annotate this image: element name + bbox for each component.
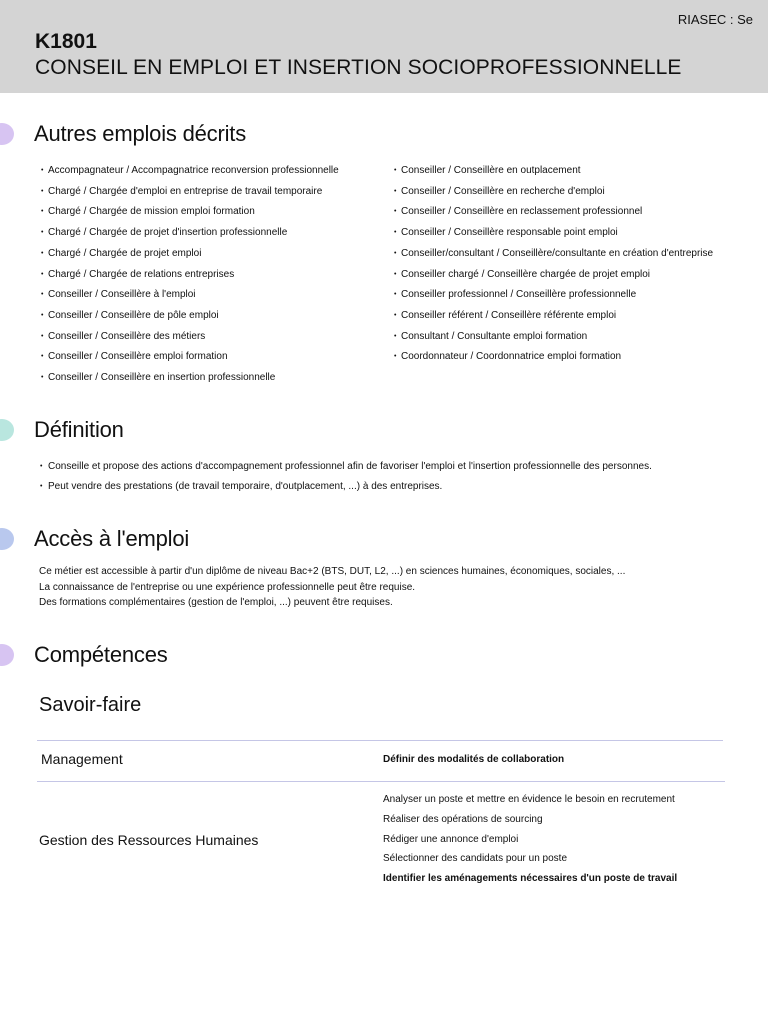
other-jobs-column-right [394, 161, 713, 368]
job-list-item: • Chargé / Chargée d'emploi en entreprise de travail temporaire [41, 182, 339, 203]
section-dot-icon [0, 419, 14, 441]
skill-item: Réaliser des opérations de sourcing [383, 813, 543, 825]
divider [37, 740, 723, 741]
job-list-item: • Conseiller professionnel / Conseillère professionnelle [394, 285, 713, 306]
job-list-item: • Conseiller / Conseillère en reclassement professionnel [394, 202, 713, 223]
job-list-item: • Conseiller / Conseillère responsable point emploi [394, 223, 713, 244]
job-title: CONSEIL EN EMPLOI ET INSERTION SOCIOPROFESSIONNELLE [35, 56, 682, 79]
section-title-autres-emplois: Autres emplois décrits [34, 121, 247, 146]
skill-list-rh [383, 794, 677, 893]
skill-item: Définir des modalités de collaboration [383, 754, 565, 765]
job-list-item: • Conseiller / Conseillère emploi formation [41, 347, 339, 368]
section-dot-icon [0, 123, 14, 145]
job-list-item: • Chargé / Chargée de projet emploi [41, 244, 339, 265]
access-line: La connaissance de l'entreprise ou une expérience professionnelle peut être requise. [39, 581, 416, 593]
savoir-faire-heading: Savoir-faire [39, 694, 142, 716]
job-list-item: • Conseiller/consultant / Conseillère/consultante en création d'entreprise [394, 244, 713, 265]
job-list-item: • Chargé / Chargée de mission emploi formation [41, 202, 339, 223]
section-title-definition: Définition [34, 417, 124, 442]
section-dot-icon [0, 528, 14, 550]
access-line: Ce métier est accessible à partir d'un diplôme de niveau Bac+2 (BTS, DUT, L2, ...) en sciences humaines, économiques, sociales, ... [39, 566, 626, 577]
page-header [0, 0, 768, 93]
section-title-acces-emploi: Accès à l'emploi [34, 526, 190, 551]
job-code: K1801 [35, 30, 97, 53]
access-line: Des formations complémentaires (gestion de l'emploi, ...) peuvent être requises. [39, 597, 393, 609]
skill-item: Analyser un poste et mettre en évidence le besoin en recrutement [383, 794, 675, 805]
definition-item: • Peut vendre des prestations (de travail temporaire, d'outplacement, ...) à des entreprises. [40, 477, 652, 497]
job-list-item: • Coordonnateur / Coordonnatrice emploi formation [394, 347, 713, 368]
job-list-item: • Conseiller / Conseillère des métiers [41, 327, 339, 348]
section-definition [0, 417, 768, 445]
access-text [39, 564, 625, 611]
skill-category-management: Management [41, 751, 123, 767]
skill-item: Identifier les aménagements nécessaires d'un poste de travail [383, 873, 678, 885]
riasec-label: RIASEC : Se [677, 12, 753, 27]
other-jobs-column-left [41, 161, 339, 389]
job-list-item: • Conseiller / Conseillère à l'emploi [41, 285, 339, 306]
job-list-item: • Accompagnateur / Accompagnatrice reconversion professionnelle [41, 161, 339, 182]
job-list-item: • Conseiller / Conseillère en outplacement [394, 161, 713, 182]
job-list-item: • Conseiller référent / Conseillère référente emploi [394, 306, 713, 327]
job-list-item: • Conseiller chargé / Conseillère chargée de projet emploi [394, 265, 713, 286]
definition-item: • Conseille et propose des actions d'accompagnement professionnel afin de favoriser l'emploi et l'insertion professionnelle des personnes. [40, 457, 652, 477]
job-list-item: • Conseiller / Conseillère de pôle emploi [41, 306, 339, 327]
section-acces-emploi [0, 526, 768, 554]
section-autres-emplois [0, 121, 768, 149]
skill-list-management [383, 754, 564, 774]
definition-list [40, 457, 652, 497]
divider [37, 781, 725, 782]
section-competences [0, 642, 768, 670]
job-list-item: • Conseiller / Conseillère en insertion professionnelle [41, 368, 339, 389]
job-list-item: • Chargé / Chargée de projet d'insertion professionnelle [41, 223, 339, 244]
skill-item: Sélectionner des candidats pour un poste [383, 853, 568, 865]
job-list-item: • Consultant / Consultante emploi formation [394, 327, 713, 348]
job-list-item: • Conseiller / Conseillère en recherche d'emploi [394, 182, 713, 203]
skill-category-rh: Gestion des Ressources Humaines [39, 832, 259, 848]
section-title-competences: Compétences [34, 642, 168, 667]
skill-item: Rédiger une annonce d'emploi [383, 833, 519, 845]
section-dot-icon [0, 644, 14, 666]
job-list-item: • Chargé / Chargée de relations entreprises [41, 265, 339, 286]
